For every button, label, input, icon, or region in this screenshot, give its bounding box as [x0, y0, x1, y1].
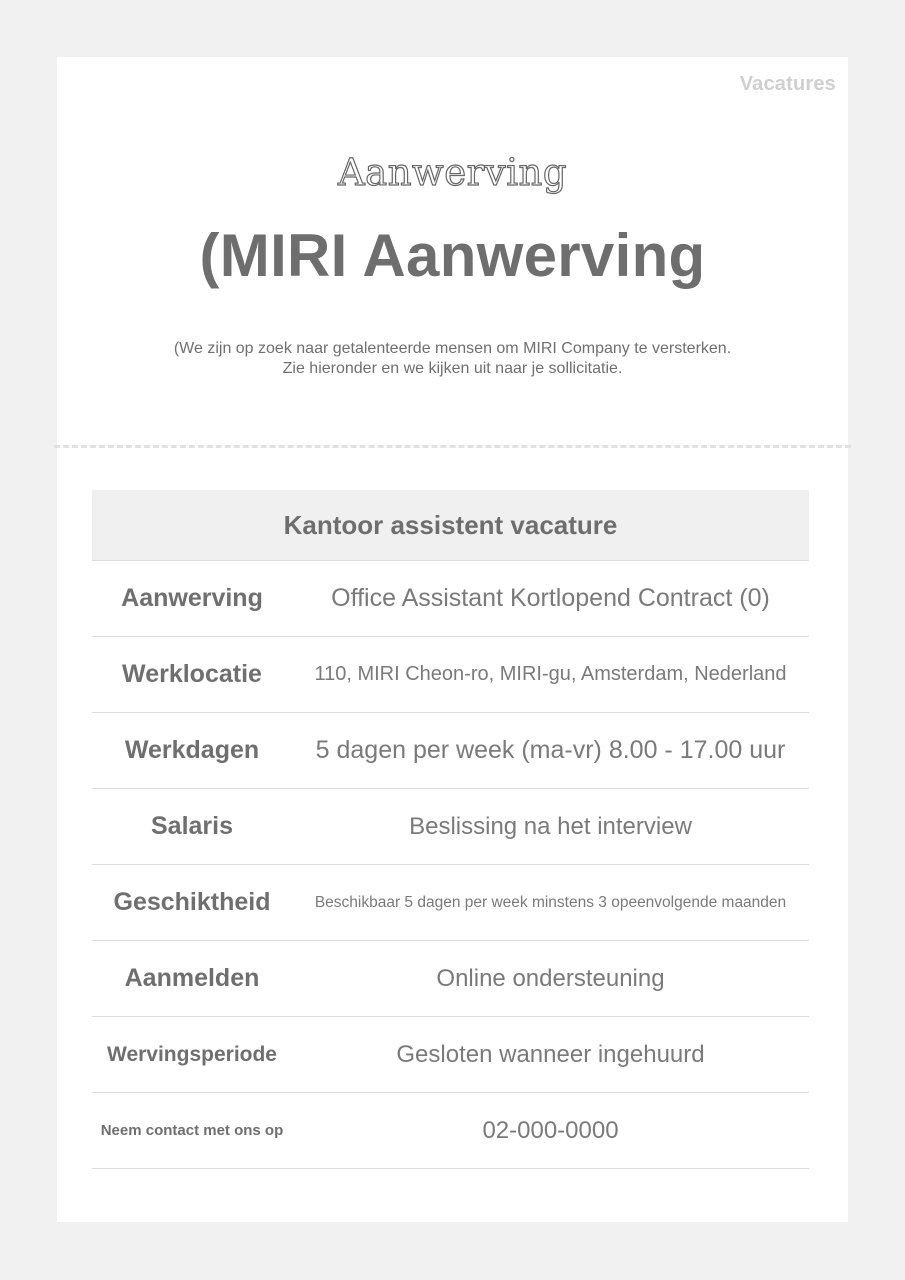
row-value-werklocatie: 110, MIRI Cheon-ro, MIRI-gu, Amsterdam, Nederland — [314, 663, 787, 685]
recruitment-card — [57, 57, 848, 1222]
row-value-aanwerving: Office Assistant Kortlopend Contract (0) — [331, 584, 770, 612]
intro-text — [57, 339, 848, 379]
row-label-werklocatie: Werklocatie — [122, 660, 262, 688]
row-label-contact: Neem contact met ons op — [100, 1122, 284, 1139]
row-value-salaris: Beslissing na het interview — [409, 812, 692, 840]
table-row — [92, 561, 809, 637]
table-row — [92, 1017, 809, 1093]
row-label-geschiktheid: Geschiktheid — [113, 888, 271, 916]
row-label-wervingsperiode: Wervingsperiode — [107, 1042, 277, 1066]
dashed-divider — [54, 445, 851, 448]
vacatures-link[interactable]: Vacatures — [739, 73, 836, 95]
table-row — [92, 789, 809, 865]
row-value-geschiktheid: Beschikbaar 5 dagen per week minstens 3 opeenvolgende maanden — [314, 893, 787, 911]
row-value-werkdagen: 5 dagen per week (ma-vr) 8.00 - 17.00 uur — [315, 736, 786, 764]
row-label-aanmelden: Aanmelden — [124, 964, 260, 992]
row-value-aanmelden: Online ondersteuning — [436, 964, 665, 992]
row-label-werkdagen: Werkdagen — [124, 736, 260, 764]
vacancy-table — [92, 490, 809, 1169]
table-row — [92, 1093, 809, 1169]
row-label-aanwerving: Aanwerving — [121, 584, 263, 612]
intro-line-1: (We zijn op zoek naar getalenteerde mensen om MIRI Company te versterken. — [173, 340, 732, 357]
hero-eyebrow: Aanwerving — [337, 151, 568, 194]
vacancy-table-heading: Kantoor assistent vacature — [92, 490, 809, 561]
intro-line-2: Zie hieronder en we kijken uit naar je sollicitatie. — [282, 360, 623, 377]
table-row — [92, 713, 809, 789]
table-row — [92, 941, 809, 1017]
row-label-salaris: Salaris — [150, 812, 233, 840]
table-row — [92, 637, 809, 713]
row-value-wervingsperiode: Gesloten wanneer ingehuurd — [396, 1040, 705, 1068]
row-value-contact-phone: 02-000-0000 — [482, 1116, 619, 1144]
page-title: (MIRI Aanwerving — [199, 222, 706, 289]
table-row — [92, 865, 809, 941]
